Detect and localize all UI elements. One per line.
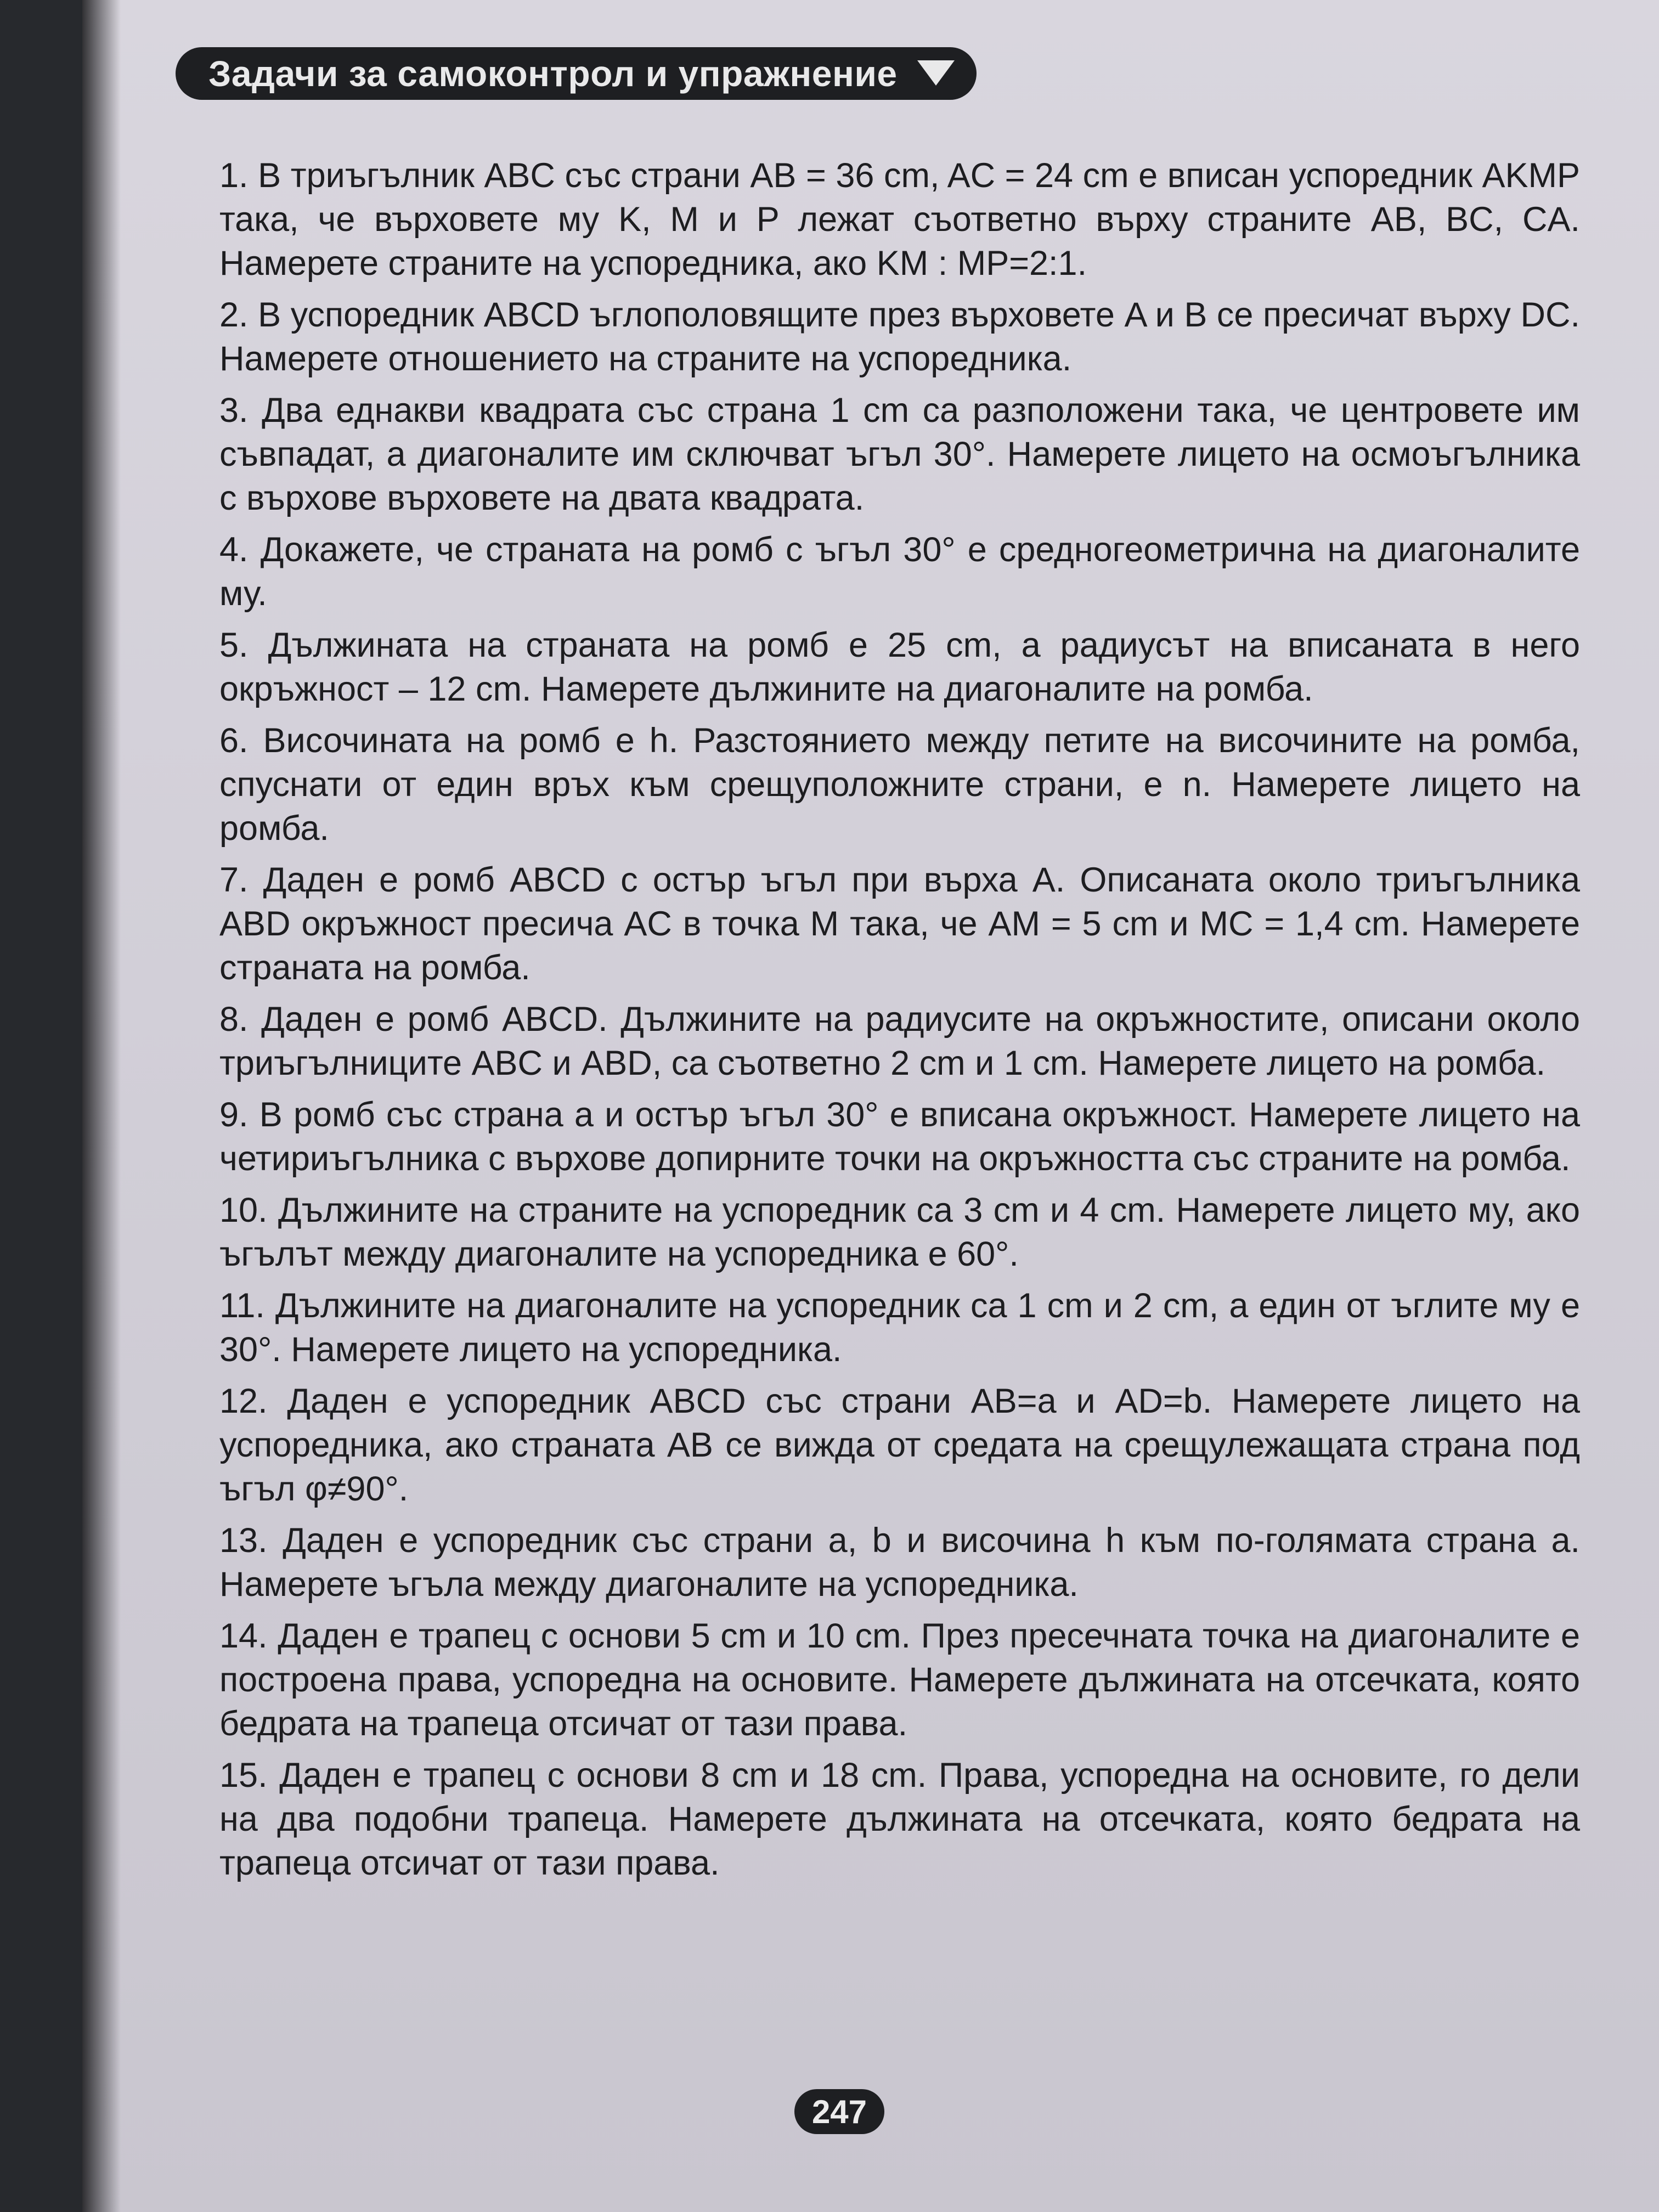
problem-item bbox=[219, 1614, 1580, 1746]
problem-number: 9. bbox=[219, 1096, 249, 1134]
problem-item bbox=[219, 388, 1580, 520]
problem-item bbox=[219, 1519, 1580, 1606]
problem-item bbox=[219, 623, 1580, 711]
problem-number: 1. bbox=[219, 156, 249, 195]
problem-item bbox=[219, 1284, 1580, 1372]
problem-item bbox=[219, 293, 1580, 381]
problem-number: 6. bbox=[219, 721, 249, 760]
section-header bbox=[176, 47, 977, 100]
problem-text: Дължините на страните на успоредник са 3 cm и 4 cm. Намерете лицето му, ако ъгълът между диагоналите на успоредника е 60°. bbox=[219, 1191, 1580, 1273]
triangle-down-icon bbox=[917, 60, 955, 86]
page-number: 247 bbox=[811, 2093, 867, 2130]
problem-text: Даден е трапец с основи 5 cm и 10 cm. През пресечната точка на диагоналите е построена права, успоредна на основите. Намерете дължината на отсечката, която бедрата на трапеца отсичат от тази права. bbox=[219, 1617, 1580, 1743]
problem-text: Докажете, че страната на ромб с ъгъл 30° е средногеометрична на диагоналите му. bbox=[219, 531, 1580, 613]
problem-number: 3. bbox=[219, 391, 249, 430]
problem-number: 8. bbox=[219, 1000, 249, 1039]
problem-text: В триъгълник ABC със страни AB = 36 cm, AC = 24 cm е вписан успоредник AKMP така, че върховете му K, M и P лежат съответно върху страните AB, BC, CA. Намерете страните на успоредника, ако KM : MP=2:1. bbox=[219, 156, 1581, 283]
problem-item bbox=[219, 1188, 1580, 1276]
problem-text: Височината на ромб е h. Разстоянието между петите на височините на ромба, спуснати от един връх към срещуположните страни, е n. Намерете лицето на ромба. bbox=[219, 721, 1580, 848]
problem-number: 4. bbox=[219, 531, 249, 569]
problem-number: 13. bbox=[219, 1521, 268, 1560]
problem-text: Даден е ромб ABCD. Дължините на радиусите на окръжностите, описани около триъгълниците ABC и ABD, са съответно 2 cm и 1 cm. Намерете лицето на ромба. bbox=[219, 1000, 1580, 1082]
problem-item bbox=[219, 1379, 1580, 1511]
problem-number: 7. bbox=[219, 861, 249, 899]
problem-number: 14. bbox=[219, 1617, 268, 1655]
problem-number: 15. bbox=[219, 1756, 268, 1795]
problem-text: Два еднакви квадрата със страна 1 cm са разположени така, че центровете им съвпадат, а диагоналите им сключват ъгъл 30°. Намерете лицето на осмоъгълника с върхове върховете на двата квадрата. bbox=[219, 391, 1580, 517]
problem-text: Даден е успоредник ABCD със страни AB=a и AD=b. Намерете лицето на успоредника, ако страната AB се вижда от средата на срещулежащата страна под ъгъл φ≠90°. bbox=[219, 1382, 1580, 1508]
problem-number: 10. bbox=[219, 1191, 268, 1229]
problem-number: 5. bbox=[219, 626, 249, 664]
problem-item bbox=[219, 719, 1580, 850]
problem-text: Даден е ромб ABCD с остър ъгъл при върха A. Описаната около триъгълника ABD окръжност пресича AC в точка M така, че AM = 5 cm и MC = 1,4 cm. Намерете страната на ромба. bbox=[219, 861, 1580, 987]
problem-list bbox=[219, 154, 1580, 1893]
problem-item bbox=[219, 528, 1580, 616]
problem-item bbox=[219, 997, 1580, 1085]
problem-number: 11. bbox=[219, 1286, 265, 1325]
section-title: Задачи за самоконтрол и упражнение bbox=[208, 53, 898, 94]
problem-item bbox=[219, 154, 1580, 285]
page-binding-shadow bbox=[82, 0, 121, 2212]
problem-item bbox=[219, 1753, 1580, 1885]
problem-text: В ромб със страна a и остър ъгъл 30° е вписана окръжност. Намерете лицето на четириъгълника с върхове допирните точки на окръжността със страните на ромба. bbox=[219, 1096, 1580, 1178]
problem-number: 12. bbox=[219, 1382, 268, 1420]
problem-item bbox=[219, 858, 1580, 990]
problem-text: Дължината на страната на ромб е 25 cm, а радиусът на вписаната в него окръжност – 12 cm. Намерете дължините на диагоналите на ромба. bbox=[219, 626, 1580, 708]
problem-text: В успоредник ABCD ъглополовящите през върховете A и B се пресичат върху DC. Намерете отношението на страните на успоредника. bbox=[219, 296, 1580, 378]
problem-number: 2. bbox=[219, 296, 249, 334]
problem-text: Даден е успоредник със страни a, b и височина h към по-голямата страна a. Намерете ъгъла между диагоналите на успоредника. bbox=[219, 1521, 1580, 1604]
problem-text: Дължините на диагоналите на успоредник са 1 cm и 2 cm, а един от ъглите му е 30°. Намерете лицето на успоредника. bbox=[219, 1286, 1580, 1369]
page-number-badge bbox=[794, 2089, 884, 2134]
problem-text: Даден е трапец с основи 8 cm и 18 cm. Права, успоредна на основите, го дели на два подобни трапеца. Намерете дължината на отсечката, която бедрата на трапеца отсичат от тази права. bbox=[219, 1756, 1580, 1882]
problem-item bbox=[219, 1093, 1580, 1181]
